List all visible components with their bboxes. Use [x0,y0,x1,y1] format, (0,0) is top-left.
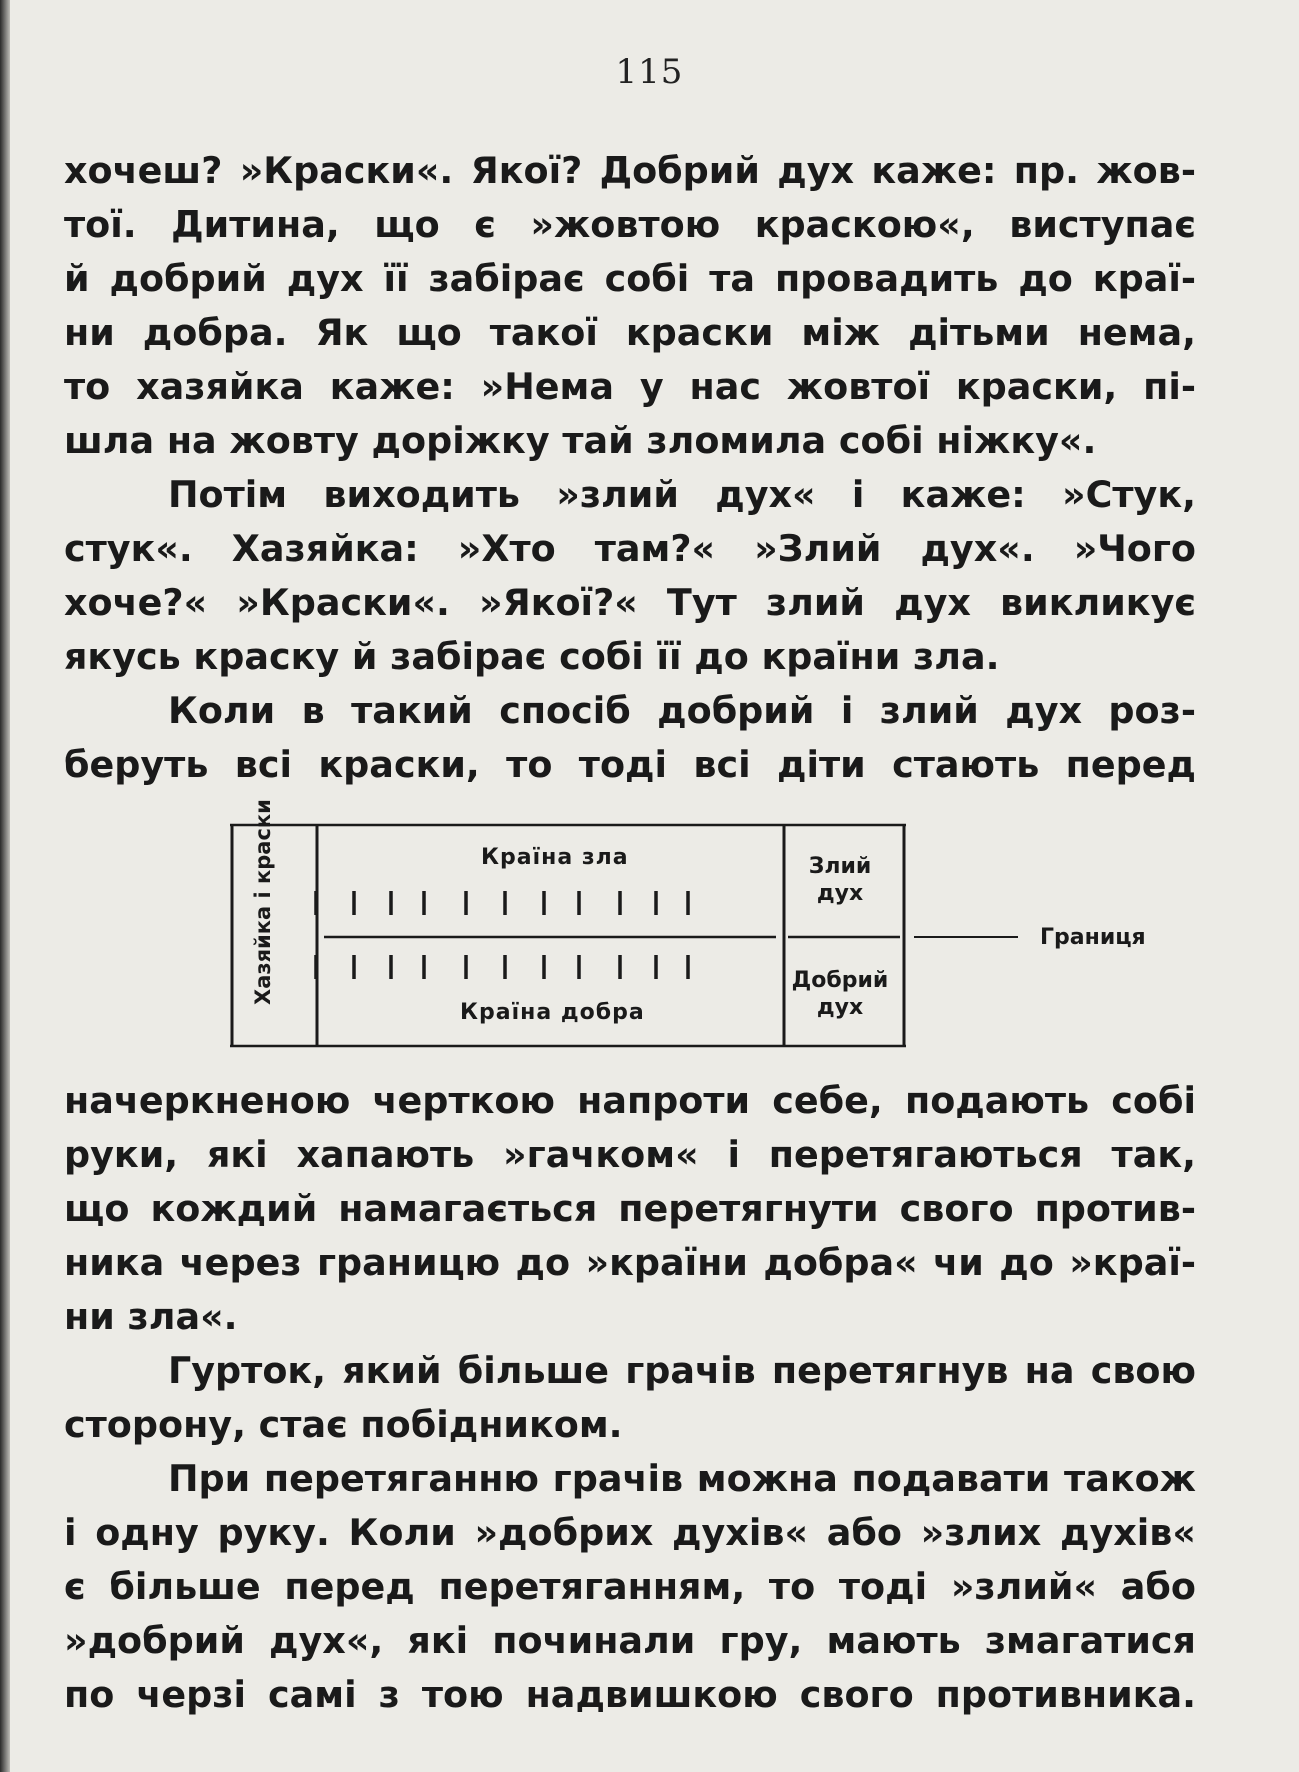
text-line: хочеш? »Краски«. Якої? Добрий дух каже: пр. жов- [64,149,1196,192]
text-line: і одну руку. Коли »добрих духів« або »злих духів« [64,1511,1196,1554]
text-line: »добрий дух«, які починали гру, мають змагатися [64,1619,1196,1662]
text-line: й добрий дух її забірає собі та провадить до краї- [64,257,1196,300]
diagram-lines [228,799,1168,1065]
text-line: Потім виходить »злий дух« і каже: »Стук, [168,473,1196,516]
border-label: Границя [1040,925,1146,950]
text-line: руки, які хапають »гачком« і перетягаються так, [64,1133,1196,1176]
text-line: що кождий намагається перетягнути свого против- [64,1187,1196,1230]
text-line: При перетяганню грачів можна подавати також [168,1457,1196,1500]
evil-spirit-label: Злий дух [808,854,872,906]
text-block-top [64,144,1196,792]
text-line: тої. Дитина, що є »жовтою краскою«, виступає [64,203,1196,246]
text-line: Коли в такий спосіб добрий і злий дух роз- [168,689,1196,732]
good-spirit-label: Добрий дух [791,968,889,1020]
text-line: то хазяйка каже: »Нема у нас жовтої краски, пі- [64,365,1196,408]
evil-land-marks [316,891,688,915]
evil-land-label: Країна зла [481,845,629,870]
text-line: шла на жовту доріжку тай зломила собі ніжку«. [64,419,1097,462]
text-line: Гурток, який більше грачів перетягнув на свою [168,1349,1196,1392]
text-block-bottom [64,1074,1196,1722]
text-line: є більше перед перетяганням, то тоді »злий« або [64,1565,1196,1608]
page-number: 115 [615,52,684,92]
text-line: ника через границю до »країни добра« чи до »краї- [64,1241,1196,1284]
text-line: хоче?« »Краски«. »Якої?« Тут злий дух викликує [64,581,1196,624]
page-edge [0,0,10,1772]
text-line: по черзі самі з тою надвишкою свого противника. [64,1673,1196,1716]
good-land-label: Країна добра [460,1000,645,1025]
text-line: начеркненою черткою напроти себе, подають собі [64,1079,1196,1122]
text-line: ни добра. Як що такої краски між дітьми нема, [64,311,1196,354]
text-line: ни зла«. [64,1295,238,1338]
text-line: сторону, стає побідником. [64,1403,623,1446]
text-line: стук«. Хазяйка: »Хто там?« »Злий дух«. »Чого [64,527,1196,570]
game-field-diagram [228,799,1168,1065]
host-and-colors-label: Хазяйка і краски [251,799,275,1005]
text-line: беруть всі краски, то тоді всі діти стають перед [64,743,1196,786]
text-line: якусь краску й забірає собі її до країни зла. [64,635,1000,678]
good-land-marks [316,955,688,979]
